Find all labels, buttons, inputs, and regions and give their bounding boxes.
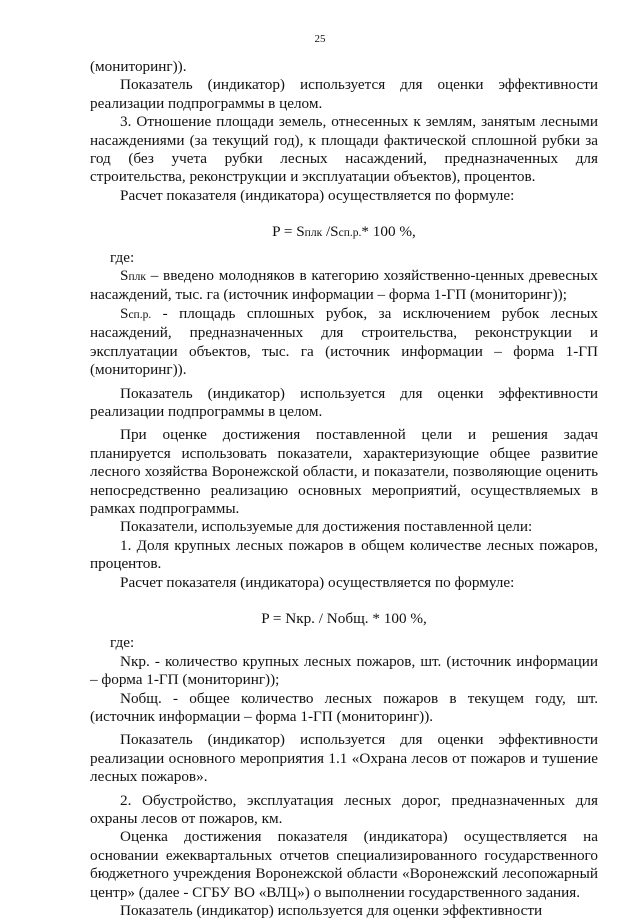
paragraph-item-3: 3. Отношение площади земель, отнесенных к землям, занятым лесными насаждениями (за текущий год), к площади фактической сплошной рубки за год (без учета рубки лесных насаждений, предназначенных для строительства, реконструкции и эксплуатации объектов), процентов. (90, 113, 598, 186)
paragraph-continuation: (мониторинг)). (90, 58, 187, 75)
paragraph-assessment-basis: Оценка достижения показателя (индикатора) осуществляется на основании ежеквартальных отчетов специализированного государственного бюджетного учреждения Воронежской области «Воронежский лесопожарный центр» (далее - СГБУ ВО «ВЛЦ») о выполнении государственного задания. (90, 828, 598, 901)
where-label: где: (110, 248, 135, 266)
formula-1: P = Sплк /Sсп.р.* 100 %, (272, 223, 416, 241)
paragraph-calc-intro: Расчет показателя (индикатора) осуществляется по формуле: (120, 573, 515, 591)
paragraph-indicator-usage: Показатель (индикатор) используется для оценки эффективности реализации подпрограммы в целом. (90, 76, 598, 112)
page-number: 25 (314, 33, 326, 45)
paragraph-indicator-usage: Показатель (индикатор) используется для оценки эффективности реализации подпрограммы в целом. (90, 384, 598, 420)
paragraph-item-1: 1. Доля крупных лесных пожаров в общем количестве лесных пожаров, процентов. (90, 536, 598, 573)
paragraph-indicator-usage: Показатель (индикатор) используется для оценки эффективности реализации основного мероприятия 1.1 «Охрана лесов от пожаров и тушение лесных пожаров». (90, 731, 598, 786)
document-body (90, 58, 598, 920)
paragraph-calc-intro: Расчет показателя (индикатора) осуществляется по формуле: (120, 186, 515, 204)
definition-s-sp: Sсп.р. - площадь сплошных рубок, за исключением рубок лесных насаждений, предназначенных для строительства, реконструкции и эксплуатации объектов, тыс. га (источник информации – форма 1-ГП (мониторинг)). (90, 304, 598, 379)
definition-s-plk: Sплк – введено молодняков в категорию хозяйственно-ценных древесных насаждений, тыс. га (источник информации – форма 1-ГП (мониторинг)); (90, 267, 598, 304)
where-label: где: (110, 634, 135, 652)
definition-n-obsh: Nобщ. - общее количество лесных пожаров в текущем году, шт. (источник информации – форма 1-ГП (мониторинг)). (90, 689, 598, 725)
formula-2: P = Nкр. / Nобщ. * 100 %, (261, 609, 427, 627)
paragraph-indicator-usage: Показатель (индикатор) используется для оценки эффективности (120, 902, 543, 920)
paragraph-indicators-used: Показатели, используемые для достижения поставленной цели: (120, 518, 533, 536)
paragraph-item-2: 2. Обустройство, эксплуатация лесных дорог, предназначенных для охраны лесов от пожаров, км. (90, 791, 598, 828)
definition-n-kr: Nкр. - количество крупных лесных пожаров, шт. (источник информации – форма 1-ГП (мониторинг)); (90, 652, 598, 689)
paragraph-goal-assessment: При оценке достижения поставленной цели и решения задач планируется использовать показатели, характеризующие общее развитие лесного хозяйства Воронежской области, и показатели, позволяющие оценить непосредственно реализацию основных мероприятий, осуществляемых в рамках подпрограммы. (90, 426, 598, 517)
